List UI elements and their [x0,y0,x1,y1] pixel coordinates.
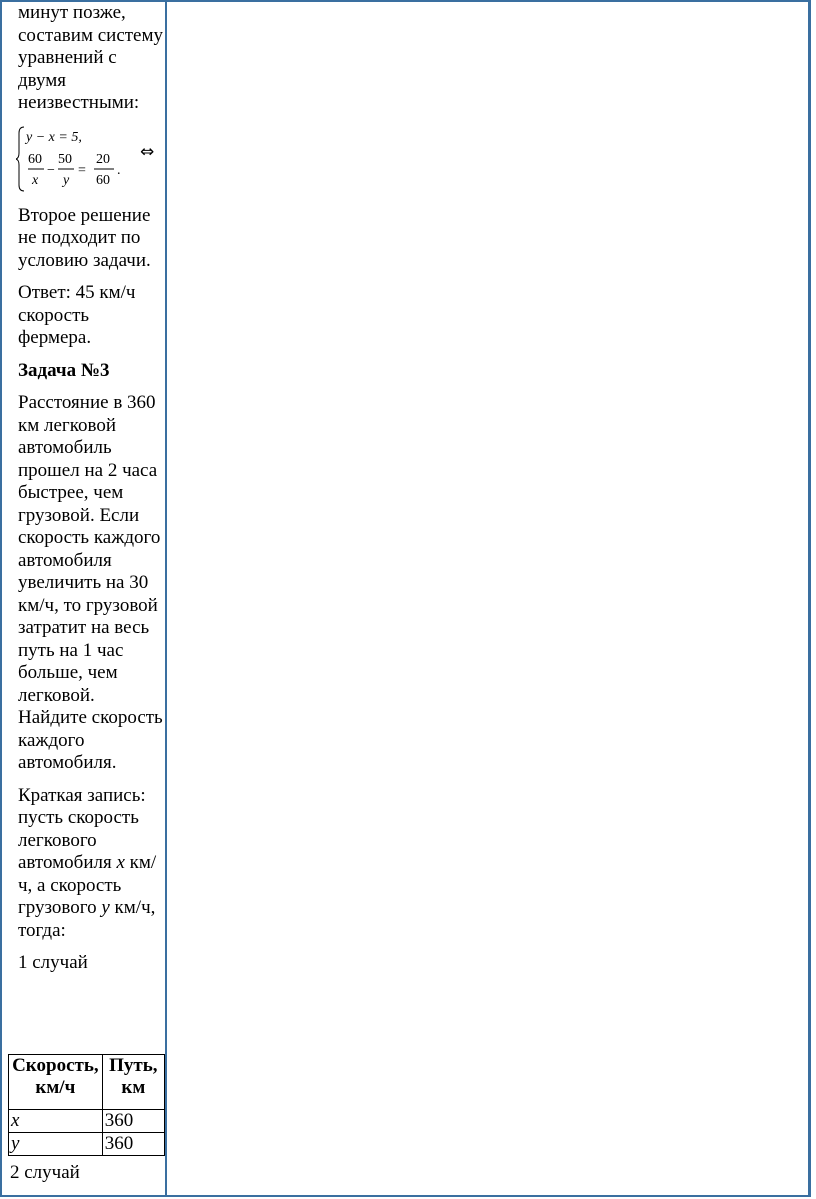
table-header: Скорость, км/ч [9,1055,103,1110]
table-cell [9,1110,103,1133]
table-cell: 360 [102,1110,164,1133]
case2-label: 2 случай [10,1162,80,1183]
data-table [8,1054,165,1156]
task-text: Расстояние в 360 км легковой автомобиль прошел на 2 часа быстрее, чем грузовой. Если скорость каждого автомобиля увеличить на 30 км/ч, то грузовой затратит на весь путь на 1 час больше, чем легковой. Найдите скорость каждого автомобиля. [18,392,163,773]
eq-den1: x [32,172,39,188]
eq-den2: y [63,172,70,188]
short-note-part: Краткая запись: пусть скорость легкового автомобиля [18,784,146,873]
table-cell-value: x [11,1110,20,1131]
svg-text:−: − [47,162,55,178]
eq-num1: 60 [28,151,42,167]
svg-text:=: = [78,162,86,178]
equation-system [16,125,164,191]
short-note [18,785,163,943]
answer-text: Ответ: 45 км/ч скорость фермера. [18,282,136,348]
task-title: Задача №3 [18,359,110,381]
eq-num2: 50 [58,151,72,167]
table-header-row [9,1055,165,1110]
equivalence-arrow-icon: ⇔ [140,141,155,162]
left-column [18,0,163,985]
eq-den3: 60 [96,172,110,188]
var-x: x [116,852,125,873]
table-cell [9,1133,103,1156]
eq-line1: y − x = 5, [26,129,82,145]
eq-num3: 20 [96,151,110,167]
case1-label: 1 случай [18,952,88,973]
table-cell-value: y [11,1133,20,1154]
table-cell: 360 [102,1133,164,1156]
short-note-part: км/ч, тогда: [18,897,156,941]
svg-text:.: . [117,162,121,178]
table-row [9,1110,165,1133]
table-header: Путь, км [102,1055,164,1110]
data-table-wrap [8,1054,165,1164]
var-y: y [101,897,110,918]
intro-text: минут позже, составим систему уравнений с двумя неизвестными: [18,2,164,113]
short-note-part: км/ч, а скорость грузового [18,852,157,918]
table-row [9,1133,165,1156]
second-solution-text: Второе решение не подходит по условию задачи. [18,204,151,271]
